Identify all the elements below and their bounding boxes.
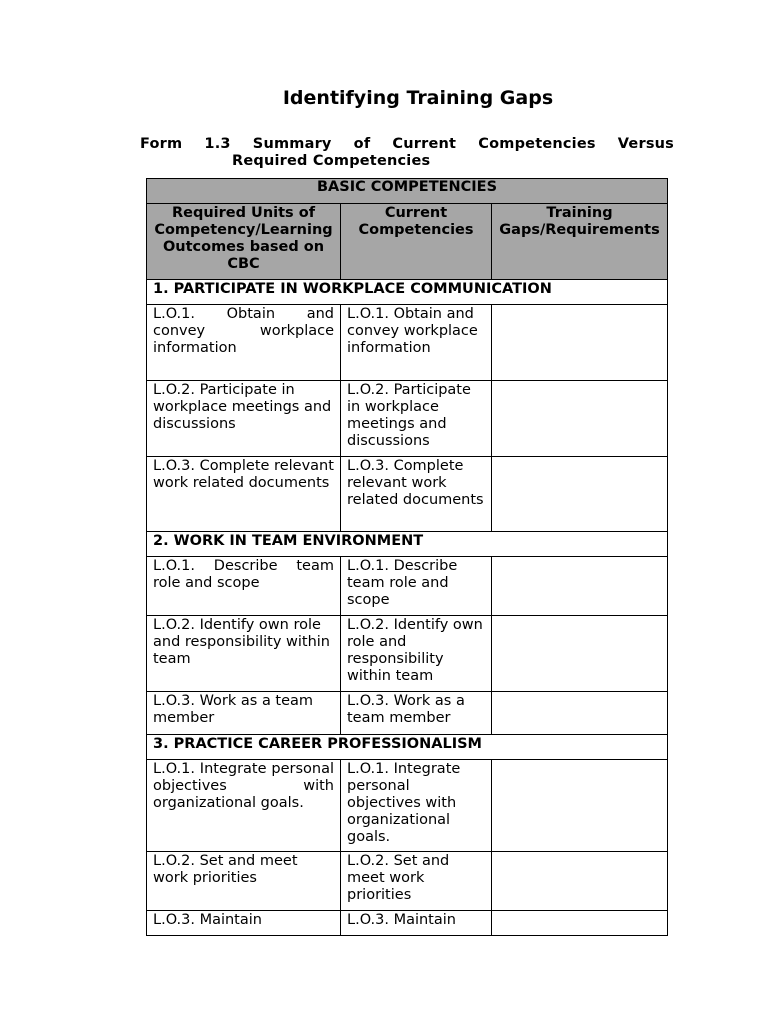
band-title: BASIC COMPETENCIES [147, 179, 668, 204]
section-row [147, 280, 668, 305]
gap-cell[interactable] [492, 692, 668, 735]
document-title: Identifying Training Gaps [282, 87, 554, 109]
required-cell: L.O.2. Participate in workplace meetings and discussions [147, 381, 341, 457]
current-cell: L.O.3. Complete relevant work related documents [341, 457, 492, 532]
current-cell: L.O.1. Obtain and convey workplace information [341, 305, 492, 381]
header-training-gaps: Training Gaps/Requirements [492, 204, 668, 280]
section-title: 2. WORK IN TEAM ENVIRONMENT [147, 532, 668, 557]
gap-cell[interactable] [492, 305, 668, 381]
table-row [147, 557, 668, 616]
table-row [147, 852, 668, 911]
current-cell: L.O.2. Set and meet work priorities [341, 852, 492, 911]
section-title: 1. PARTICIPATE IN WORKPLACE COMMUNICATION [147, 280, 668, 305]
section-row [147, 532, 668, 557]
table-row [147, 381, 668, 457]
current-cell: L.O.2. Identify own role and responsibility within team [341, 616, 492, 692]
required-cell: L.O.3. Maintain [147, 911, 341, 936]
subtitle-line-1: Form 1.3 Summary of Current Competencies Versus [140, 136, 674, 152]
gap-cell[interactable] [492, 557, 668, 616]
current-cell: L.O.1. Integrate personal objectives with organizational goals. [341, 760, 492, 852]
band-row [147, 179, 668, 204]
required-cell: L.O.2. Identify own role and responsibility within team [147, 616, 341, 692]
current-cell: L.O.1. Describe team role and scope [341, 557, 492, 616]
table-row [147, 692, 668, 735]
header-row [147, 204, 668, 280]
required-cell: L.O.1. Obtain and convey workplace information [147, 305, 341, 381]
subtitle-line-2: Required Competencies [232, 153, 431, 169]
gap-cell[interactable] [492, 760, 668, 852]
current-cell: L.O.2. Participate in workplace meetings and discussions [341, 381, 492, 457]
gap-cell[interactable] [492, 616, 668, 692]
required-cell: L.O.1. Integrate personal objectives with organizational goals. [147, 760, 341, 852]
table-row [147, 305, 668, 381]
section-title: 3. PRACTICE CAREER PROFESSIONALISM [147, 735, 668, 760]
table-row [147, 760, 668, 852]
required-cell: L.O.1. Describe team role and scope [147, 557, 341, 616]
table-row [147, 911, 668, 936]
header-current-competencies: Current Competencies [341, 204, 492, 280]
gap-cell[interactable] [492, 852, 668, 911]
gap-cell[interactable] [492, 457, 668, 532]
current-cell: L.O.3. Work as a team member [341, 692, 492, 735]
current-cell: L.O.3. Maintain [341, 911, 492, 936]
required-cell: L.O.3. Work as a team member [147, 692, 341, 735]
gap-cell[interactable] [492, 911, 668, 936]
gap-cell[interactable] [492, 381, 668, 457]
competency-table [146, 178, 668, 936]
table-row [147, 457, 668, 532]
section-row [147, 735, 668, 760]
form-subtitle [140, 136, 674, 170]
header-required-units: Required Units of Competency/Learning Outcomes based on CBC [147, 204, 341, 280]
table-row [147, 616, 668, 692]
required-cell: L.O.3. Complete relevant work related documents [147, 457, 341, 532]
required-cell: L.O.2. Set and meet work priorities [147, 852, 341, 911]
